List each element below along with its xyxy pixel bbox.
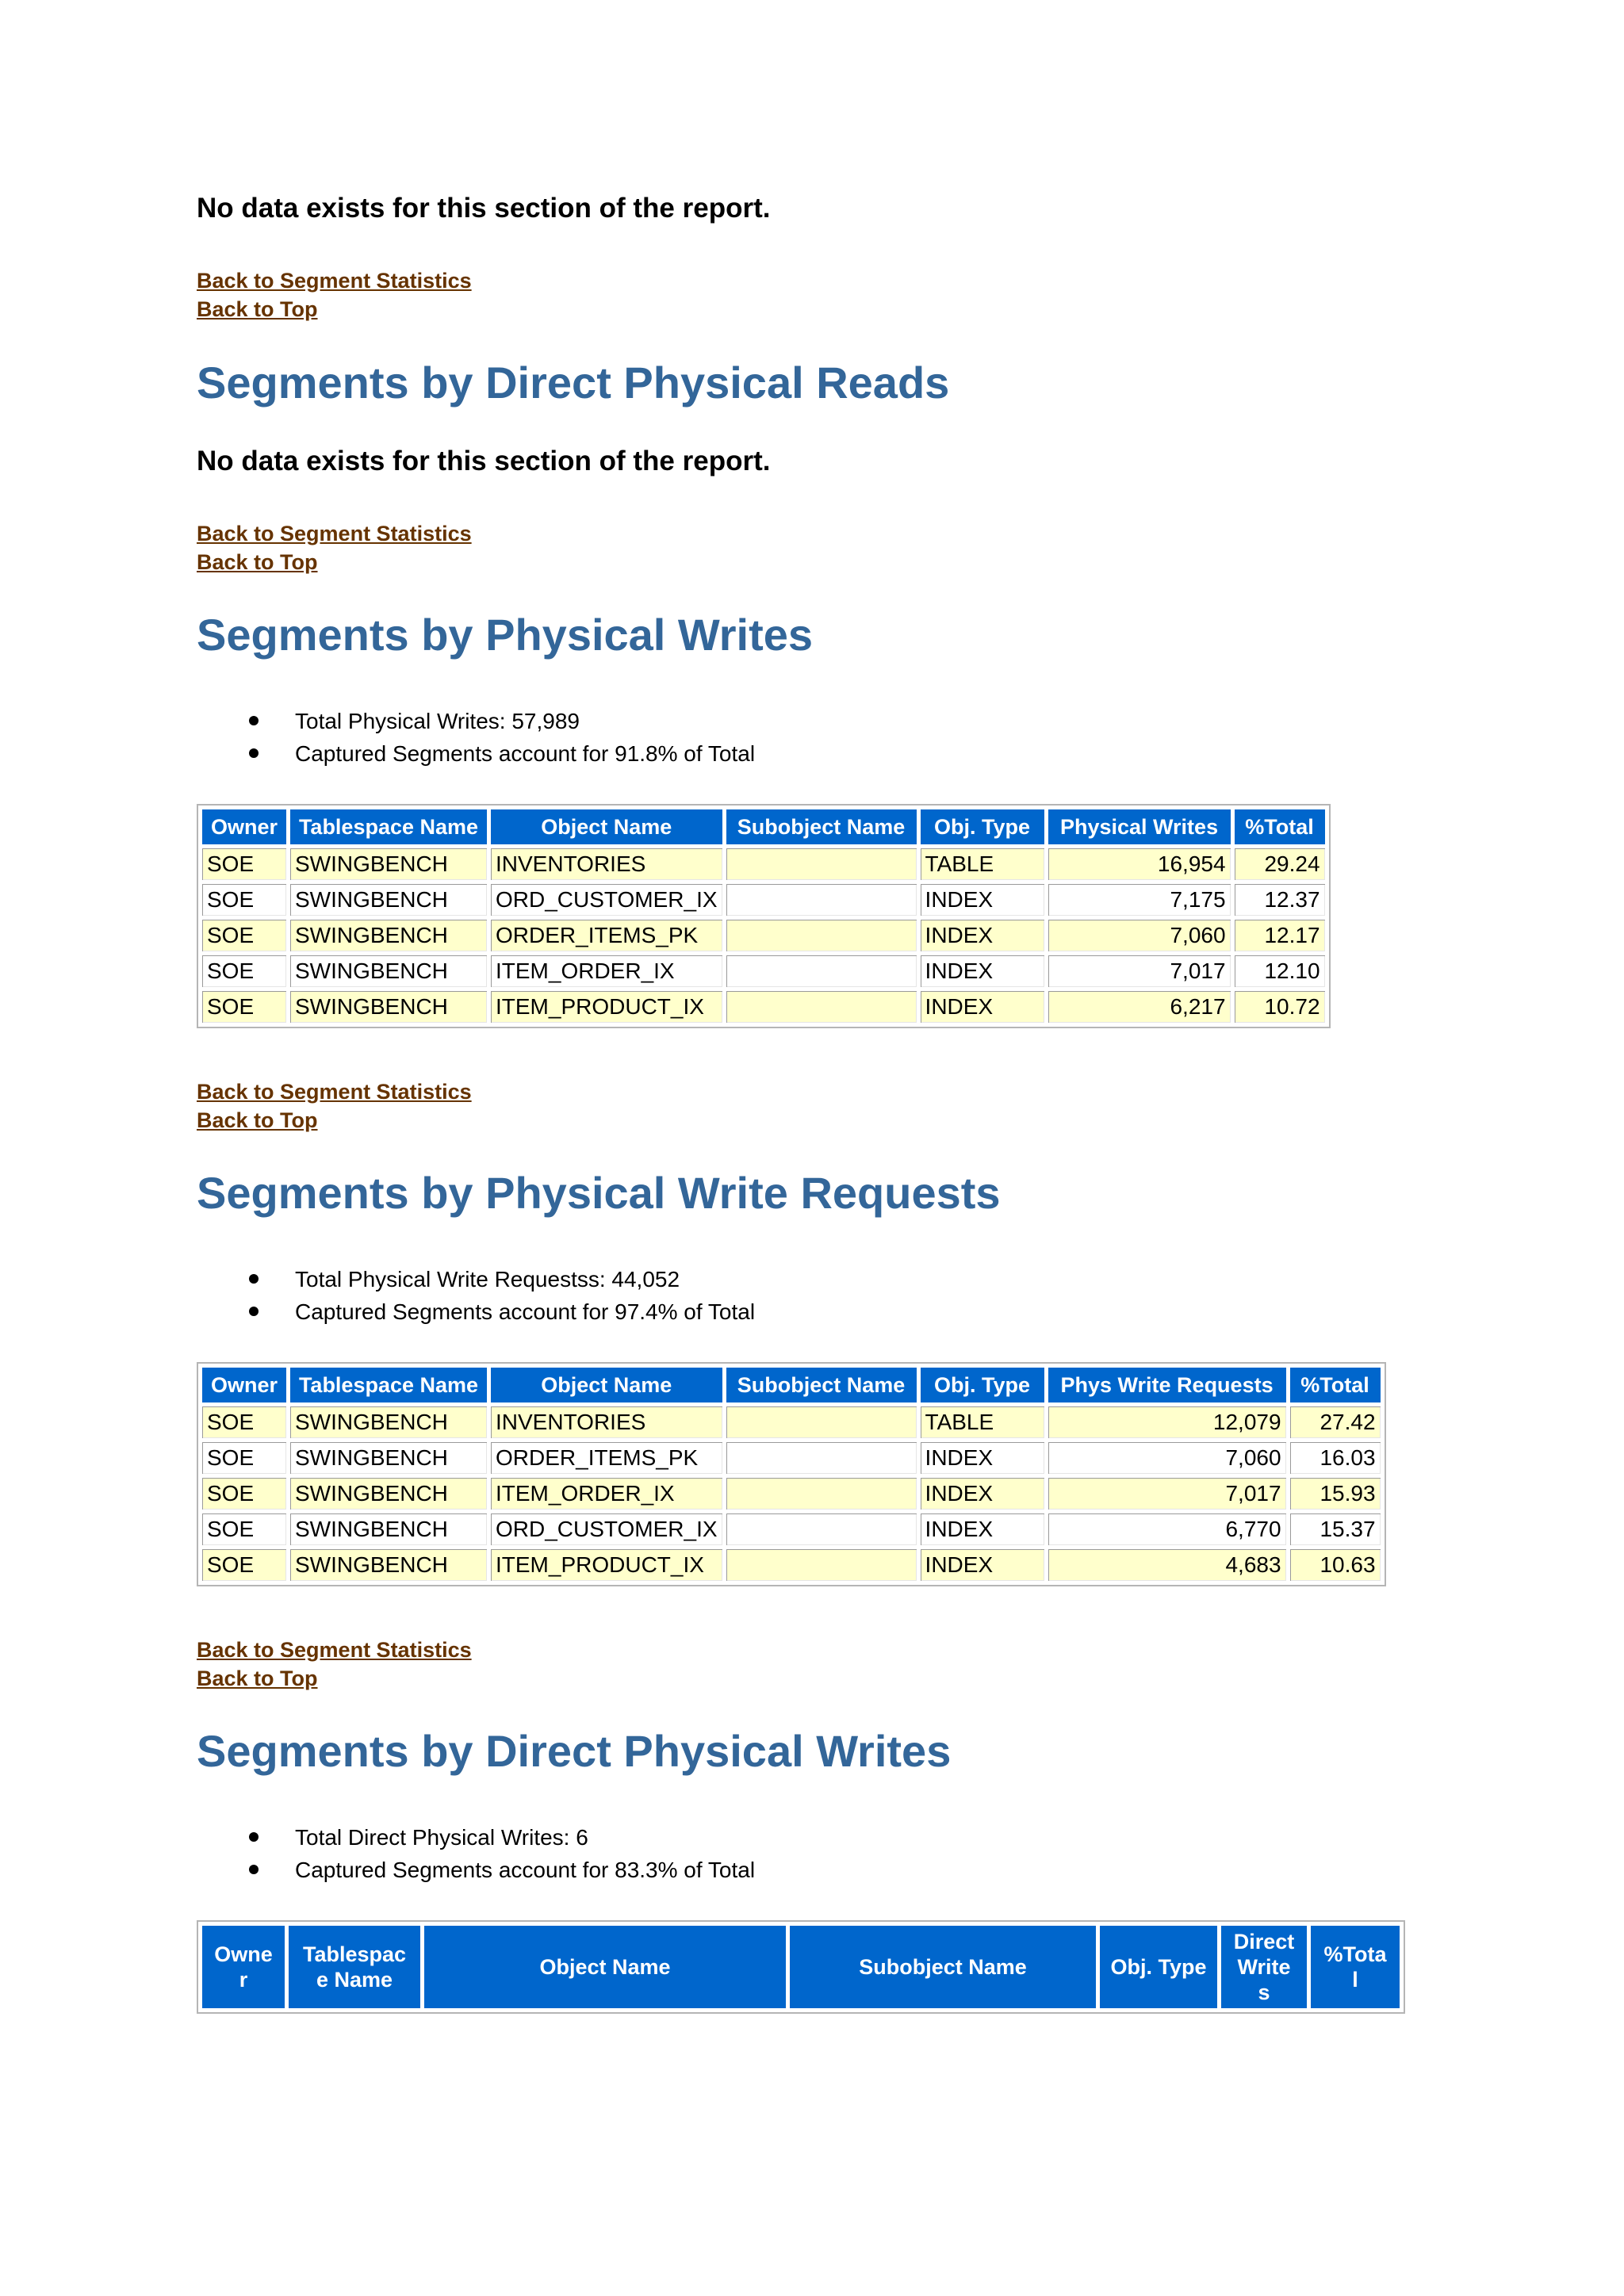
bullet-icon	[249, 748, 259, 758]
table-header-row	[202, 1368, 1381, 1402]
table-row	[202, 884, 1325, 916]
column-header-pct-total: %Tota l	[1311, 1926, 1400, 2008]
table-row	[202, 920, 1325, 951]
nav-links	[197, 1077, 472, 1135]
list-item: Captured Segments account for 97.4% of Total	[197, 1295, 755, 1328]
cell-obj-type: INDEX	[921, 991, 1044, 1023]
cell-object-name: ORD_CUSTOMER_IX	[491, 1513, 722, 1545]
back-to-segment-statistics-link[interactable]: Back to Segment Statistics	[197, 1638, 472, 1662]
cell-value: 4,683	[1048, 1549, 1286, 1581]
list-item: Captured Segments account for 83.3% of Total	[197, 1854, 755, 1886]
cell-tablespace: SWINGBENCH	[290, 991, 487, 1023]
nav-links	[197, 266, 472, 323]
table-row	[202, 1549, 1381, 1581]
cell-tablespace: SWINGBENCH	[290, 1549, 487, 1581]
cell-tablespace: SWINGBENCH	[290, 848, 487, 880]
cell-value: 7,060	[1048, 1442, 1286, 1474]
back-to-top-link[interactable]: Back to Top	[197, 297, 318, 321]
column-header-tablespace: Tablespace Name	[290, 809, 487, 844]
table-row	[202, 1442, 1381, 1474]
back-to-segment-statistics-link[interactable]: Back to Segment Statistics	[197, 522, 472, 545]
column-header-obj-type: Obj. Type	[921, 809, 1044, 844]
cell-obj-type: TABLE	[921, 848, 1044, 880]
bullet-icon	[249, 716, 259, 725]
section-title-direct-physical-writes: Segments by Direct Physical Writes	[197, 1726, 952, 1776]
cell-value: 7,060	[1048, 920, 1231, 951]
cell-object-name: INVENTORIES	[491, 1406, 722, 1438]
list-item: Total Physical Write Requestss: 44,052	[197, 1263, 755, 1295]
column-header-object-name: Object Name	[491, 809, 722, 844]
cell-object-name: ITEM_ORDER_IX	[491, 955, 722, 987]
summary-list	[197, 1821, 755, 1886]
column-header-subobject-name: Subobject Name	[726, 1368, 917, 1402]
cell-value: 12,079	[1048, 1406, 1286, 1438]
cell-subobject-name	[726, 1513, 917, 1545]
cell-owner: SOE	[202, 848, 286, 880]
table-container	[197, 804, 1331, 1028]
column-header-object-name: Object Name	[491, 1368, 722, 1402]
cell-object-name: ORDER_ITEMS_PK	[491, 1442, 722, 1474]
cell-tablespace: SWINGBENCH	[290, 1513, 487, 1545]
cell-tablespace: SWINGBENCH	[290, 955, 487, 987]
back-to-top-link[interactable]: Back to Top	[197, 1667, 318, 1690]
section-title-physical-write-requests: Segments by Physical Write Requests	[197, 1168, 1001, 1218]
table-row	[202, 991, 1325, 1023]
column-header-physical-writes: Physical Writes	[1048, 809, 1231, 844]
table-row	[202, 1513, 1381, 1545]
cell-owner: SOE	[202, 1478, 286, 1510]
cell-subobject-name	[726, 884, 917, 916]
column-header-subobject-name: Subobject Name	[726, 809, 917, 844]
cell-pct-total: 15.37	[1290, 1513, 1381, 1545]
cell-pct-total: 29.24	[1235, 848, 1325, 880]
cell-owner: SOE	[202, 991, 286, 1023]
cell-owner: SOE	[202, 1406, 286, 1438]
cell-owner: SOE	[202, 955, 286, 987]
cell-pct-total: 12.17	[1235, 920, 1325, 951]
cell-value: 6,217	[1048, 991, 1231, 1023]
cell-subobject-name	[726, 955, 917, 987]
cell-object-name: ORDER_ITEMS_PK	[491, 920, 722, 951]
bullet-icon	[249, 1274, 259, 1284]
cell-obj-type: INDEX	[921, 1513, 1044, 1545]
no-data-message: No data exists for this section of the report.	[197, 193, 771, 224]
column-header-phys-write-requests: Phys Write Requests	[1048, 1368, 1286, 1402]
cell-object-name: ITEM_PRODUCT_IX	[491, 991, 722, 1023]
cell-owner: SOE	[202, 884, 286, 916]
cell-object-name: ORD_CUSTOMER_IX	[491, 884, 722, 916]
cell-obj-type: INDEX	[921, 1442, 1044, 1474]
column-header-obj-type: Obj. Type	[921, 1368, 1044, 1402]
column-header-pct-total: %Total	[1290, 1368, 1381, 1402]
table-row	[202, 1478, 1381, 1510]
cell-obj-type: INDEX	[921, 1549, 1044, 1581]
column-header-pct-total: %Total	[1235, 809, 1325, 844]
cell-obj-type: INDEX	[921, 955, 1044, 987]
table-container	[197, 1362, 1386, 1586]
cell-obj-type: INDEX	[921, 920, 1044, 951]
table-row	[202, 1406, 1381, 1438]
list-item: Captured Segments account for 91.8% of Total	[197, 737, 755, 770]
table-header-row	[202, 1926, 1400, 2008]
bullet-icon	[249, 1307, 259, 1316]
cell-pct-total: 16.03	[1290, 1442, 1381, 1474]
cell-pct-total: 27.42	[1290, 1406, 1381, 1438]
cell-owner: SOE	[202, 920, 286, 951]
physical-write-requests-table	[197, 1362, 1386, 1586]
no-data-message: No data exists for this section of the report.	[197, 446, 771, 476]
column-header-tablespace: Tablespace Name	[290, 1368, 487, 1402]
column-header-owner: Owner	[202, 809, 286, 844]
cell-value: 6,770	[1048, 1513, 1286, 1545]
cell-owner: SOE	[202, 1442, 286, 1474]
column-header-object-name: Object Name	[424, 1926, 786, 2008]
cell-subobject-name	[726, 1442, 917, 1474]
cell-tablespace: SWINGBENCH	[290, 920, 487, 951]
cell-pct-total: 10.72	[1235, 991, 1325, 1023]
cell-value: 16,954	[1048, 848, 1231, 880]
cell-obj-type: TABLE	[921, 1406, 1044, 1438]
cell-subobject-name	[726, 1478, 917, 1510]
cell-tablespace: SWINGBENCH	[290, 1442, 487, 1474]
cell-object-name: INVENTORIES	[491, 848, 722, 880]
section-title-direct-physical-reads: Segments by Direct Physical Reads	[197, 358, 950, 408]
list-item: Total Direct Physical Writes: 6	[197, 1821, 755, 1854]
bullet-icon	[249, 1865, 259, 1874]
cell-object-name: ITEM_PRODUCT_IX	[491, 1549, 722, 1581]
column-header-owner: Owner	[202, 1368, 286, 1402]
table-header-row	[202, 809, 1325, 844]
back-to-segment-statistics-link[interactable]: Back to Segment Statistics	[197, 269, 472, 293]
column-header-owner: Owne r	[202, 1926, 285, 2008]
cell-value: 7,175	[1048, 884, 1231, 916]
cell-owner: SOE	[202, 1513, 286, 1545]
cell-tablespace: SWINGBENCH	[290, 1478, 487, 1510]
cell-subobject-name	[726, 848, 917, 880]
column-header-direct-writes: Direct Write s	[1221, 1926, 1307, 2008]
cell-tablespace: SWINGBENCH	[290, 884, 487, 916]
cell-owner: SOE	[202, 1549, 286, 1581]
cell-pct-total: 12.10	[1235, 955, 1325, 987]
cell-pct-total: 12.37	[1235, 884, 1325, 916]
cell-object-name: ITEM_ORDER_IX	[491, 1478, 722, 1510]
table-container	[197, 1920, 1405, 2014]
back-to-top-link[interactable]: Back to Top	[197, 1108, 318, 1132]
cell-pct-total: 10.63	[1290, 1549, 1381, 1581]
nav-links	[197, 1636, 472, 1693]
summary-list	[197, 1263, 755, 1328]
list-item: Total Physical Writes: 57,989	[197, 705, 755, 737]
column-header-tablespace: Tablespac e Name	[289, 1926, 420, 2008]
bullet-icon	[249, 1832, 259, 1842]
cell-pct-total: 15.93	[1290, 1478, 1381, 1510]
direct-physical-writes-table	[197, 1920, 1405, 2014]
table-row	[202, 955, 1325, 987]
cell-value: 7,017	[1048, 955, 1231, 987]
cell-subobject-name	[726, 1549, 917, 1581]
section-title-physical-writes: Segments by Physical Writes	[197, 610, 814, 660]
cell-subobject-name	[726, 991, 917, 1023]
table-row	[202, 848, 1325, 880]
cell-subobject-name	[726, 920, 917, 951]
column-header-subobject-name: Subobject Name	[790, 1926, 1096, 2008]
back-to-segment-statistics-link[interactable]: Back to Segment Statistics	[197, 1080, 472, 1104]
column-header-obj-type: Obj. Type	[1100, 1926, 1217, 2008]
cell-value: 7,017	[1048, 1478, 1286, 1510]
cell-obj-type: INDEX	[921, 1478, 1044, 1510]
back-to-top-link[interactable]: Back to Top	[197, 550, 318, 574]
nav-links	[197, 519, 472, 576]
cell-subobject-name	[726, 1406, 917, 1438]
summary-list	[197, 705, 755, 770]
physical-writes-table	[197, 804, 1331, 1028]
cell-tablespace: SWINGBENCH	[290, 1406, 487, 1438]
cell-obj-type: INDEX	[921, 884, 1044, 916]
